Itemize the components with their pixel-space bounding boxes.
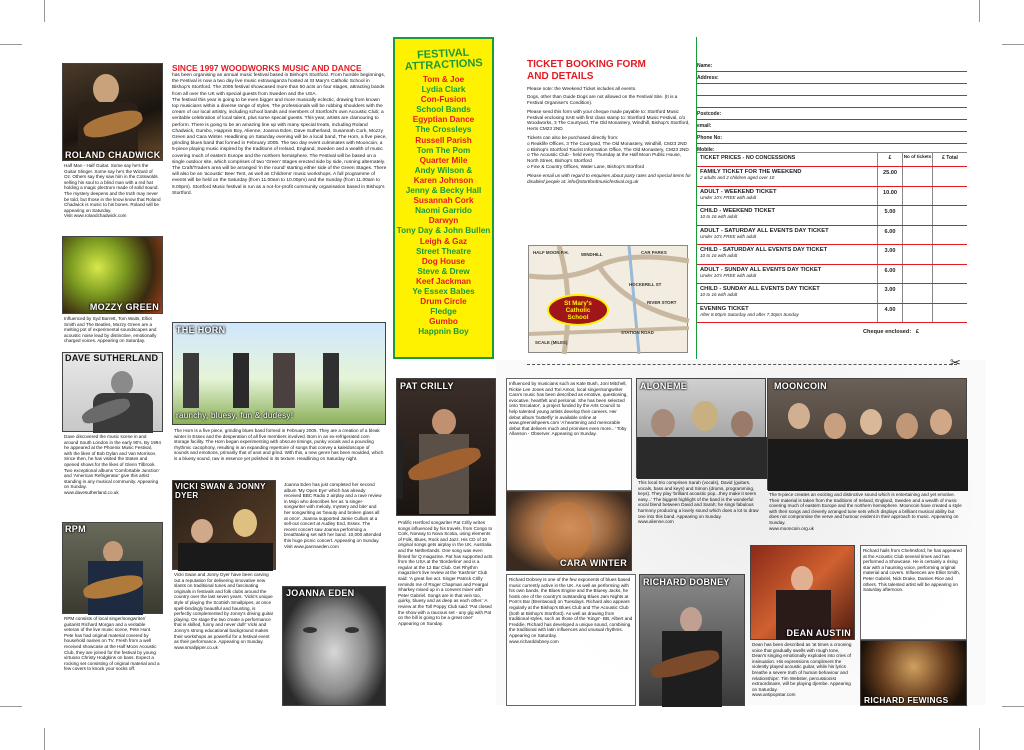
ticket-total-input[interactable]: [932, 304, 967, 323]
form-field-row[interactable]: [697, 60, 967, 72]
attraction-item: Drum Circle: [420, 297, 467, 307]
map-street-label: SCALE (MILES): [535, 340, 568, 345]
horn-tagline: raunchy, bluesy, fun & dudesy!: [176, 411, 294, 420]
ticket-note: 2 adults and 2 children aged over 10: [700, 175, 775, 180]
cut-line: [527, 364, 957, 365]
price-row: [697, 244, 967, 264]
attraction-item: Keef Jackman: [415, 276, 472, 286]
roland-name: ROLAND CHADWICK: [65, 150, 161, 160]
ticket-price: 4.00: [877, 304, 902, 323]
attraction-item: The Crossleys: [415, 125, 472, 135]
ticket-total-input[interactable]: [932, 245, 967, 264]
roland-bio: [62, 161, 163, 236]
intro-heading: SINCE 1997 WOODWORKS MUSIC AND DANCE: [172, 63, 362, 73]
price-row: [697, 205, 967, 225]
crop-mark: [1002, 44, 1024, 45]
dave-text: Dave discovered the music scene in and around South London in the early 90's. By 1994 he appeared at the Phoenix Music Festival, with the likes of Bob Dylan and Van Morrison. Since then, he has visited the States and opened shows for the likes of Glenn Tilbrook. Two exceptional albums 'Comfortable Junction' and 'American Refrigerator' give this artist standing in any musical community. Appearing on Sunday.: [64, 434, 163, 490]
map-street-label: RIVER STORT: [647, 300, 677, 305]
dave-url[interactable]: www.davesutherland.co.uk: [64, 489, 119, 495]
ticket-note: Under 10's FREE with adult: [700, 194, 757, 200]
mooncoin-bio: [767, 490, 967, 540]
form-field-label: Name:: [697, 62, 713, 69]
cheque-enclosed: [697, 329, 967, 335]
attraction-item: Quarter Mile: [419, 155, 468, 165]
ticket-price: 3.00: [877, 245, 902, 264]
alienne-url[interactable]: www.alienne.com: [638, 519, 674, 525]
attraction-item: Russell Parish: [415, 135, 472, 145]
attractions-title-1: FESTIVAL: [416, 46, 470, 62]
crop-mark: [44, 728, 45, 750]
attraction-item: Lydia Clark: [421, 85, 466, 95]
form-field-label: Postcode:: [697, 110, 722, 117]
attraction-item: Darwyn: [428, 216, 459, 226]
price-row: [697, 303, 967, 323]
alienne-text: This local trio comprises Sarah (vocals), David (guitars, vocals, bass and keys) and Simon (drums, programming, keys). They play 'brilliant acoustic pop...they make it seem easy...' The biggest highlight of the band is the wonderful vocal blend between David and Sarah; he sings fabulous harmony producing a lovely sound which does a lot to draw one into this band. Appearing on Sunday.: [638, 480, 760, 519]
ticket-price: 25.00: [877, 167, 902, 186]
festival-attractions-box: [393, 37, 494, 359]
header-no-of-tickets: No of tickets: [902, 153, 932, 166]
attractions-title-2: ATTRACTIONS: [404, 56, 484, 74]
ticket-name: CHILD - SUNDAY ALL EVENTS DAY TICKET: [700, 286, 820, 292]
school-marker: St Mary's Catholic School: [547, 294, 609, 326]
alienne-bio: [636, 478, 766, 570]
mozzy-name: MOZZY GREEN: [89, 302, 159, 312]
form-field-row[interactable]: [697, 96, 967, 108]
dobney-photo: [639, 574, 745, 706]
fewings-photo: [860, 640, 967, 706]
ticket-name: CHILD - WEEKEND TICKET: [700, 208, 776, 214]
ticket-price: 6.00: [877, 265, 902, 284]
dave-name: DAVE SUTHERLAND: [65, 353, 159, 363]
ticket-total-input[interactable]: [932, 284, 967, 303]
form-field-row[interactable]: [697, 72, 967, 84]
attraction-item: Fledge: [430, 307, 457, 317]
ticket-quantity-input[interactable]: [902, 265, 932, 284]
price-row: [697, 264, 967, 284]
mooncoin-name: MOONCOIN: [774, 381, 827, 391]
joanna-photo: [282, 586, 386, 706]
dean-photo: [750, 545, 855, 640]
form-field-label: Mobile:: [697, 146, 715, 153]
dean-text: Dean has been described as 'at times a crooning voice that gradually swells with rough tone, Dean's singing emotionally explodes into cries of insinuation. His expressions compliment the violently played acoustic guitar, while his lyrics breathe a severe truth of human behaviour and relationships'. Tim Webster, percussionist extraordinaire, will be playing djembe. Appearing on Saturday.: [752, 642, 853, 692]
dean-name: DEAN AUSTIN: [786, 628, 851, 638]
rpm-name: RPM: [65, 524, 86, 534]
price-row: [697, 166, 967, 186]
ticket-price: 6.00: [877, 226, 902, 245]
price-rows: [697, 166, 967, 322]
ticket-total-input[interactable]: [932, 206, 967, 225]
ticket-quantity-input[interactable]: [902, 245, 932, 264]
attraction-item: School Bands: [416, 105, 471, 115]
fewings-bio: Richard hails from Chelmsford, he has appeared at the Acoustic Club several times and has performed a Showcase. He is certainly a rising star with a haunting voice, performing original material and covers. Influences are Elliot Smith, Peter Gabriel, Nick Drake, Damien Rice and others. This talented artist will be appearing on Saturday afternoon.: [860, 545, 967, 640]
attraction-item: Gumbo: [429, 317, 458, 327]
booking-title-1: TICKET BOOKING FORM: [527, 59, 646, 70]
dave-bio: [62, 432, 163, 522]
mozzy-photo: [62, 236, 163, 314]
ticket-note: 10 to 16 with adult: [700, 253, 738, 258]
booking-note: Please note: the Weekend Ticket includes all events.: [527, 85, 637, 91]
form-field-label: Address:: [697, 74, 719, 81]
mooncoin-url[interactable]: www.mooncoin.org.uk: [769, 525, 814, 531]
form-field-label: Phone No:: [697, 134, 722, 141]
attraction-item: Dog House: [421, 256, 466, 266]
dave-photo: [62, 352, 163, 432]
scissors-icon: ✂: [950, 355, 961, 370]
dobney-text: Richard Dobney is one of the few exponents of blues based music currently active in the UK. As well as performing with his own bands, the Blues Engine and the Bluesy Jacks, he hosts one of the country's outstanding Blues Jam Nights at Pom's Bar (Brentwood) on Tuesdays. Richard also appears regularly at the Bishop's Blues Club and The Acoustic Club (both at Bishop's Stortford). As well as drawing from traditional styles, such as those of the 'Kings'- BB, Albert and Freddie, Richard has developed a unique sound, combining the traditional with latin influences and unusual rhythms. Appearing on Saturday.: [509, 577, 634, 638]
ticket-quantity-input[interactable]: [902, 206, 932, 225]
ticket-price-table: [697, 152, 967, 335]
form-fields: [697, 60, 967, 156]
ticket-name: ADULT - WEEKEND TICKET: [700, 188, 777, 195]
alienne-name: ALONEME: [640, 381, 688, 391]
intro-article: [172, 63, 387, 321]
map-street-label: WINDHILL: [581, 252, 603, 257]
booking-dogs: Dogs, other than Guide Dogs are not allowed on the Festival Site. (It is a Festival Organiser's Condition).: [527, 94, 679, 106]
dean-url[interactable]: www.antipopstar.com: [752, 692, 796, 698]
crop-mark: [44, 0, 45, 22]
map-street-label: STATION ROAD: [621, 330, 654, 335]
attraction-item: Ye Essex Babes: [412, 286, 475, 296]
ticket-note: After 8.00pm Saturday and after 7.30pm Sunday: [700, 311, 799, 317]
vicki-bio: [172, 570, 276, 706]
map-street-label: CAR PARKS: [641, 250, 667, 255]
attraction-item: Tony Day & John Bullen: [396, 226, 491, 236]
roland-url[interactable]: Visit www.rolandchadwick.com: [64, 213, 127, 219]
header-total: £ Total: [932, 153, 967, 166]
horn-photo: [172, 322, 386, 425]
form-field-row[interactable]: [697, 84, 967, 96]
horn-bio: The Horn is a five piece, grinding blues band formed in February 2005. They are a creation of a bleak winter in Essex and the desperation of all five members involved. Born in an ex-refrigerated corn storage facility. The Horn began experimenting with obscure timings, punky vocals and a pounding rhythmic cacophony, resulting in an expanding repertoire of songs that convey a kaleidoscope of sounds and emotions, primarily that of anxt and grind. With this, a new genre has been moulded, which is a bluesy sound, raw in essence yet polished in its texture. Headlining on Saturday night.: [174, 428, 385, 461]
fewings-name: RICHARD FEWINGS: [864, 695, 949, 705]
ticket-name: ADULT - SUNDAY ALL EVENTS DAY TICKET: [700, 266, 822, 273]
attractions-list: [395, 75, 492, 337]
ticket-total-input[interactable]: [932, 226, 967, 245]
ticket-quantity-input[interactable]: [902, 304, 932, 323]
vicki-name: VICKI SWAN & JONNY DYER: [175, 482, 266, 500]
header-pound: £: [877, 153, 902, 166]
ticket-total-input[interactable]: [932, 167, 967, 186]
ticket-note: 10 to 16 with adult: [700, 292, 738, 297]
ticket-quantity-input[interactable]: [902, 226, 932, 245]
location-map: [528, 245, 688, 353]
cheque-label: Cheque enclosed:: [863, 329, 912, 335]
pat-bio: Prolific Hertford songwriter Pat Crilly writes songs influenced by his travels, from Congo to Cork, Norway to Nova Scotia, using elements of Folk, Blues, Rock and Jazz. His CD of 10 original songs gets airplay in the UK, Australia and the Netherlands. One song was even filmed for Q magazine. Pat has supported acts from the USA at the 'Borderline' and is a regular at the 12 Bar Club. Get Rhythm magazine's live review at the 'Kashmir' Club said: 'A great live act. Singer Patrick Crilly reminds me of Roger Chapman and Feargal Sharkey mixed up in a convent mixer with Peter Gabriel. Songs are in that vein too, quirky, bluesy and as deep as each other.' A review at the Toll Poppy Club said: 'Pat closed the show with a raucous set - any gig with Pat on the bill is going to be a great one!' Appearing on Sunday.: [398, 520, 494, 626]
booking-title-2: AND DETAILS: [527, 70, 594, 82]
cara-bio: Influenced by musicians such as Kate Bush, Joni Mitchell, Rickie Lee Jones and Tori Amos, local singer/songwriter Cara's music has been described as emotive, questioning, evocative, heartfelt and personal. She has been selected onto 'Escalator', a project funded by the Arts Council to help talented young artists develop their careers. Her debut album 'butterfly' is available online at www.greenishpeers.com 'A heartening and memorable debut that delivers much and promises even more...' Toby Allanson - Observer. Appearing on Sunday.: [506, 378, 632, 491]
map-street-label: HALF MOON P.H.: [533, 250, 569, 255]
roland-photo: [62, 63, 163, 161]
map-street-label: HOCKERILL ST: [629, 282, 662, 287]
attraction-item: Jenny & Becky Hall: [405, 186, 482, 196]
attraction-item: Naomi Garrido: [415, 206, 472, 216]
crop-mark: [0, 706, 22, 707]
dobney-name: RICHARD DOBNEY: [643, 577, 730, 587]
dobney-url[interactable]: www.richarddobney.com: [509, 638, 559, 644]
attraction-item: Happnin Boy: [418, 327, 469, 337]
ticket-price: 3.00: [877, 284, 902, 303]
attraction-item: Andy Wilson &: [414, 165, 473, 175]
crop-mark: [0, 44, 22, 45]
booking-email: Please email us with regard to enquiries about party rates and special items for disabled people at: info@stortfordmusicfestival.org.uk: [527, 172, 693, 184]
attraction-item: Con-Fusion: [420, 95, 467, 105]
ticket-name: ADULT - SATURDAY ALL EVENTS DAY TICKET: [700, 227, 829, 234]
attractions-title: [394, 46, 492, 73]
vicki-photo: [172, 480, 276, 570]
crop-mark: [979, 0, 980, 22]
cara-photo: [506, 491, 632, 571]
ticket-total-input[interactable]: [932, 265, 967, 284]
attraction-item: Tom The Pom: [416, 145, 471, 155]
ticket-name: CHILD - SATURDAY ALL EVENTS DAY TICKET: [700, 247, 828, 253]
booking-send: Please send this form with your cheque made payable to: Stortford Music Festival enclosing SAE with first class stamp to: Stortford Music Festival, c/o Woodworks, 3 The Courtyard, The Old Monastery, Windhill, Bishop's Stortford, Herts CM23 2ND: [527, 108, 691, 132]
dean-bio: [750, 640, 855, 706]
joanna-name: JOANNA EDEN: [286, 588, 355, 598]
cheque-sign: £: [915, 329, 919, 335]
price-table-header: [697, 152, 967, 166]
ticket-note: 10 to 16 with adult: [700, 214, 738, 219]
crop-mark: [979, 728, 980, 750]
rpm-photo: [62, 522, 163, 614]
attraction-item: Street Theatre: [415, 246, 472, 256]
rpm-bio: RPM consists of local singer/songwriter/ guitarist Richard Morgan and a veritable veteran of the live music scene, Pete Hunt. Pete has had original material covered by household names on TV. Fresh from a well received showcase at the Half Moon Acoustic Club, they are joined for the festival by young virtuoso Christy Hodgkins on bass. Expect a rocking set consisting of original material and a few covers to knock your socks off.: [64, 616, 161, 672]
attraction-item: Steve & Drew: [417, 266, 470, 276]
cara-name: CARA WINTER: [560, 558, 627, 568]
mooncoin-photo: [767, 378, 967, 490]
pat-photo: [396, 378, 496, 516]
vicki-text: Vicki Swan and Jonny Dyer have been carving out a reputation for delivering innovative new slants on traditional tunes and fascinating originals in festivals and folk clubs around the country over the last seven years. 'Vicki's unique style of playing the Scottish Smallpipes, at once spell-bindingly beautiful and haunting, is perfectly complemented by Jonny's driving guitar playing. On stage the two create a performance that is skilled, funny and never dull!' Vicki and Jonny's strong educational background makes their workshops as powerful for a festival event as their performance. Appearing on Sunday.: [174, 572, 275, 645]
form-field-label: email:: [697, 122, 712, 129]
ticket-price: 5.00: [877, 206, 902, 225]
joanna-url[interactable]: Visit www.joannaeden.com: [284, 543, 339, 549]
mooncoin-text: The 5-piece creates an exciting and distinctive sound which is entertaining and yet emotive. Their material is taken from the traditions of Ireland, England, Sweden and a wealth of music covering much of eastern Europe and the northern hemisphere. Mooncoin have created a style with their songs and cleverly arranged tune sets which displays a brilliant musical ability but does not compromise the verve and humour evident in their approach to music. Appearing on Sunday.: [769, 492, 964, 525]
ticket-name: EVENING TICKET: [700, 305, 749, 312]
attraction-item: Tom & Joe: [422, 75, 465, 84]
ticket-total-input[interactable]: [932, 187, 967, 206]
ticket-name: FAMILY TICKET FOR THE WEEKEND: [700, 169, 802, 175]
joanna-bio: [282, 480, 386, 586]
header-ticket-prices: TICKET PRICES - NO CONCESSIONS: [700, 155, 796, 161]
attraction-item: Egyptian Dance: [412, 115, 475, 125]
alienne-photo: [636, 378, 766, 478]
ticket-price: 10.00: [877, 187, 902, 206]
ticket-quantity-input[interactable]: [902, 187, 932, 206]
roland-text: Half Man - Half Guitar. Some say he's the Guitar Slinger. Some say he's the Wizard of Oz. Others say they saw him in the Cotswolds selling his soul to a blind man with a red hat holding a magic plectrum made of solid sound. The mystery deepens and the truth may never be told, but those in the know know that Roland Chadwick is music to his bones. Roland will be appearing on Saturday.: [64, 163, 162, 213]
price-row: [697, 186, 967, 206]
dobney-bio: [506, 574, 636, 706]
form-field-row[interactable]: [697, 120, 967, 132]
ticket-note: Under 10's FREE with adult: [700, 233, 757, 239]
form-field-row[interactable]: [697, 132, 967, 144]
price-row: [697, 225, 967, 245]
ticket-note: Under 10's FREE with adult: [700, 272, 757, 278]
attraction-item: Susannah Cork: [413, 196, 474, 206]
crop-mark: [1002, 706, 1024, 707]
form-field-row[interactable]: [697, 108, 967, 120]
attraction-item: Karen Johnson: [413, 175, 474, 185]
ticket-quantity-input[interactable]: [902, 167, 932, 186]
mozzy-bio: Influenced by Syd Barrett, Tom Waits, Elliot Smith and The Beatles, Mozzy Green are a melting pot of experimental soundscapes and acoustic noise lead by distinctive, emotionally charged voices. Appearing on Saturday.: [64, 316, 158, 344]
booking-outlets: Tickets can also be purchased directly from: o Reaklife Offices, 3 The Courtyard, The Old Monastery, Windhill, CM23 2ND o Bishop's Stortford Tourist Information Office, The Old Monastery, CM23 2ND o The Acoustic Club - held every Thursday at the Half Moon Public House, North Street, Bishop's Stortford o Fine & Country Offices, Water Lane, Bishop's Stortford: [527, 135, 689, 170]
joanna-text: Joanna Eden has just completed her second album 'My Open Eye' which has already received BBC Radio 2 airplay and a rave review in Mojo who describes her as 'a singer-songwriter with melody, mystery and bite' and her songwriting as 'beauty and broken glass all at once'. Joanna supported Jamie Cullum at a sell-out concert at Audley End, Essex. The recent concert saw Joanna performing a breathtaking set with her band. 10,000 attended this huge picnic concert. Appearing on Sunday.: [284, 482, 383, 543]
ticket-quantity-input[interactable]: [902, 284, 932, 303]
pat-name: PAT CRILLY: [400, 381, 454, 391]
intro-text: has been organising an annual music festival based in Bishop's Stortford. From humble beginnings, the Festival is now a two day live music extravaganza hosted at St Mary's Catholic School in Bishop's Stortford. The 2005 festival showcased more than 50 acts on four stages, attracting bands from all over the UK with special guests from Sweden and the USA. The festival this year is going to be even bigger and more musically eclectic, drawing from known top musicians within a diverse range of styles. The professionals will be rubbing shoulders with the cream of our local artistry, including school bands and members of Stortford's own Acoustic Club; a veritable celebration of local talent, plus some special guests. This year, artists are clamouring to perform. There is going to be an amazing line up with many special treats, including Roland Chadwick, Gumbo, Happnin Boy, Alienne, Joanna Eden, Dave Sutherland, Susannah Cork, Mozzy Green and Cara Winter. Headlining on Saturday evening will be a local band, The Horn, a five piece, grinding blues band that formed in February 2005. The two day event culminates with Mooncoin, a 5-piece playing music inspired by the traditions of Ireland, England, Sweden and a wealth of music covering much of eastern Europe and the northern hemisphere. The Festival will be based on a single outdoor site, which comprises of two 'Green' Stages erected side by side, running alternately. The Craft/Traders area will be arranged 'in the round' starting either side of the Green Stages. There will also be an 'acoustic' Beer Tent, as well as Childrens' music workshops. A full programme of events will be held on the Saturday (from 11.00am to 10.00pm) and the Sunday (from 11.00am to 9.00pm). Stortford Music festival is run as a not-for-profit community organisation based in Bishop's Stortford.: [172, 73, 387, 196]
price-row: [697, 283, 967, 303]
horn-name: THE HORN: [176, 325, 226, 335]
attraction-item: Leigh & Gaz: [419, 236, 468, 246]
vicki-url[interactable]: www.smallpiper.co.uk: [174, 644, 218, 650]
